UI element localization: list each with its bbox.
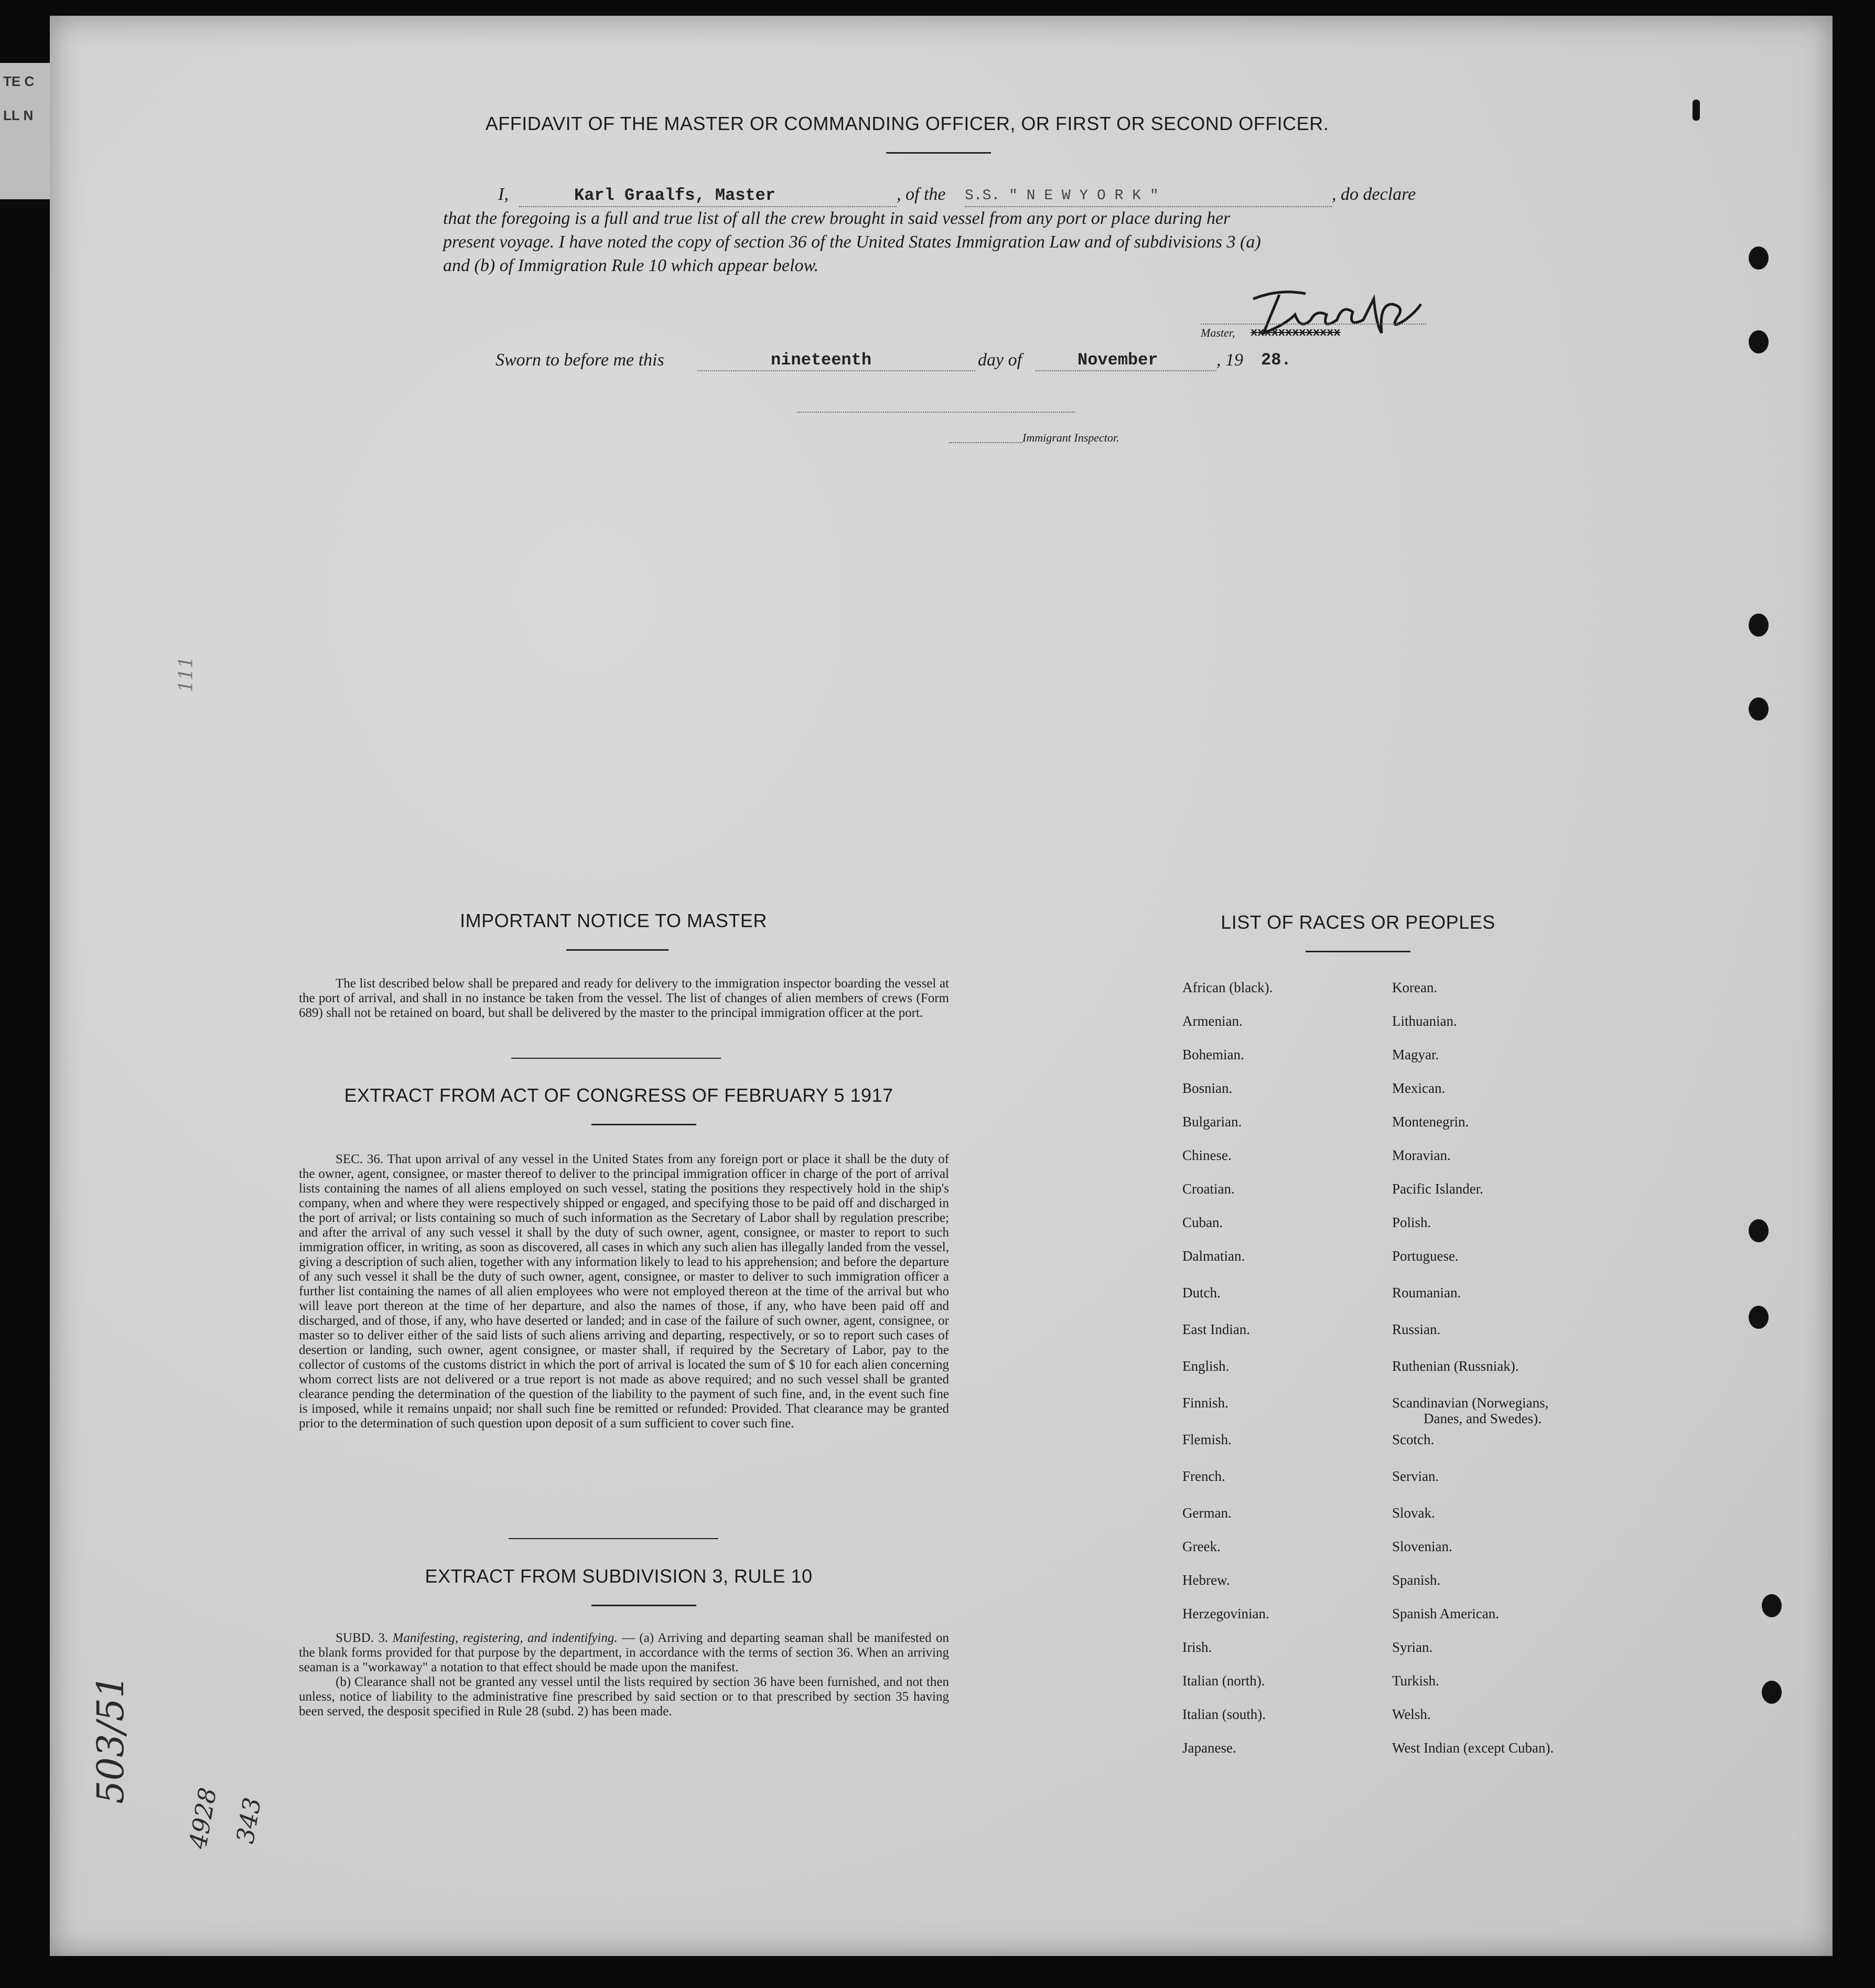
race-item: Chinese.	[1182, 1147, 1232, 1163]
sworn-year-prefix: , 19	[1216, 350, 1243, 370]
binder-hole	[1762, 1681, 1782, 1704]
inspector-sign-line	[797, 412, 1075, 413]
race-item: Russian.	[1392, 1321, 1441, 1337]
race-item: Moravian.	[1392, 1147, 1451, 1163]
heading-rule	[1306, 951, 1410, 952]
race-item: Mexican.	[1392, 1080, 1446, 1096]
race-item: Syrian.	[1392, 1639, 1433, 1655]
race-item: Scotch.	[1392, 1432, 1435, 1447]
master-name: Karl Graalfs, Master	[574, 186, 776, 205]
race-item: Irish.	[1182, 1639, 1212, 1655]
race-item: Korean.	[1392, 980, 1438, 995]
race-item-continuation: Danes, and Swedes).	[1424, 1411, 1542, 1426]
act-extract-text	[299, 1152, 949, 1431]
inspector-label-lead	[949, 442, 1022, 443]
sworn-year: 28.	[1261, 350, 1291, 370]
race-item: Turkish.	[1392, 1673, 1439, 1689]
notice-heading: IMPORTANT NOTICE TO MASTER	[460, 910, 767, 931]
race-item: Italian (south).	[1182, 1706, 1266, 1722]
affidavit-prefix: I,	[498, 185, 509, 204]
rule-paragraph-a	[299, 1631, 949, 1675]
race-item: Welsh.	[1392, 1706, 1431, 1722]
heading-rule	[886, 152, 991, 154]
sworn-prefix: Sworn to before me this	[495, 350, 664, 370]
notice-text	[299, 976, 949, 1020]
race-item: Ruthenian (Russniak).	[1392, 1358, 1519, 1374]
race-item: Italian (north).	[1182, 1673, 1265, 1689]
race-item: Pacific Islander.	[1392, 1181, 1483, 1197]
adjacent-page-edge	[0, 63, 50, 199]
race-item: Slovak.	[1392, 1505, 1435, 1521]
heading-rule	[591, 1124, 696, 1125]
signature-label: Master,	[1201, 326, 1235, 339]
rule-extract-text	[299, 1631, 949, 1719]
binder-hole	[1749, 1219, 1769, 1242]
race-item: East Indian.	[1182, 1321, 1250, 1337]
binder-hole	[1749, 614, 1769, 637]
binder-hole	[1749, 246, 1769, 270]
affidavit-of-the: , of the	[897, 185, 946, 204]
vessel-name: S.S. " N E W Y O R K "	[965, 188, 1159, 204]
race-item: Spanish.	[1392, 1572, 1441, 1588]
binder-hole	[1762, 1594, 1782, 1617]
rule-lead: SUBD. 3.	[336, 1631, 389, 1645]
edge-fragment-1: TE C	[3, 73, 35, 89]
race-item: Spanish American.	[1392, 1606, 1499, 1621]
race-item: Servian.	[1392, 1468, 1439, 1484]
rule-title: Manifesting, registering, and indentifying.	[392, 1631, 618, 1645]
race-item: Armenian.	[1182, 1013, 1243, 1029]
margin-handwriting-3: 343	[231, 1795, 267, 1846]
affidavit-line-1	[498, 185, 509, 205]
race-item: West Indian (except Cuban).	[1392, 1740, 1554, 1756]
race-item: Herzegovinian.	[1182, 1606, 1269, 1621]
affidavit-line-2: that the foregoing is a full and true list of all the crew brought in said vessel from any port or place during her	[443, 209, 1231, 228]
sworn-month: November	[1077, 350, 1158, 370]
vessel-blank	[965, 206, 1332, 207]
race-item: Finnish.	[1182, 1395, 1229, 1411]
name-blank	[519, 206, 897, 207]
race-item: Hebrew.	[1182, 1572, 1230, 1588]
binder-hole	[1749, 330, 1769, 353]
affidavit-declare: , do declare	[1332, 185, 1416, 204]
affidavit-heading: AFFIDAVIT OF THE MASTER OR COMMANDING OFFICER, OR FIRST OR SECOND OFFICER.	[485, 113, 1329, 134]
race-item: Croatian.	[1182, 1181, 1235, 1197]
inspector-label: Immigrant Inspector.	[1022, 431, 1119, 444]
edge-mark	[1693, 100, 1700, 121]
affidavit-line-4: and (b) of Immigration Rule 10 which appear below.	[443, 256, 819, 275]
race-item: Slovenian.	[1392, 1539, 1452, 1554]
notice-paragraph: The list described below shall be prepared and ready for delivery to the immigration inspector boarding the vessel at the port of arrival, and shall in no instance be taken from the vessel. The list of changes of alien members of crews (Form 689) shall not be retained on board, but shall be delivered by the master to the principal immigration officer at the port.	[299, 976, 949, 1020]
race-item: Magyar.	[1392, 1047, 1439, 1062]
signature-line	[1201, 324, 1426, 325]
race-item: Bohemian.	[1182, 1047, 1244, 1062]
edge-fragment-2: LL N	[3, 108, 34, 123]
race-item: French.	[1182, 1468, 1225, 1484]
race-item: Dutch.	[1182, 1285, 1221, 1301]
day-blank	[697, 370, 975, 371]
margin-handwriting-1: 503/51	[89, 1674, 132, 1804]
race-item: Cuban.	[1182, 1215, 1223, 1230]
sworn-day-of: day of	[978, 350, 1022, 370]
race-item: Greek.	[1182, 1539, 1221, 1554]
rule-paragraph-b: (b) Clearance shall not be granted any vessel until the lists required by section 36 have been furnished, and not then unless, notice of liability to the administrative fine prescribed by said section or to that prescribed by section 35 having been served, the desposit specified in Rule 28 (subd. 2) has been made.	[299, 1675, 949, 1718]
heading-rule	[566, 949, 669, 951]
rule-text-a: — (a) Arriving and departing seaman shall be manifested on the blank forms provided for that purpose by the department, in accordance with the terms of section 36. When an arriving seaman is a "workaway" a notation to that effect should be made upon the manifest.	[299, 1631, 949, 1674]
race-item: German.	[1182, 1505, 1232, 1521]
race-item: Roumanian.	[1392, 1285, 1461, 1301]
margin-handwriting-2: 4928	[184, 1785, 222, 1851]
races-heading: LIST OF RACES OR PEOPLES	[1221, 911, 1495, 933]
margin-mark: 111	[176, 656, 197, 692]
month-blank	[1036, 370, 1216, 371]
race-item: Dalmatian.	[1182, 1248, 1245, 1264]
race-item: English.	[1182, 1358, 1230, 1374]
race-item: Bulgarian.	[1182, 1114, 1242, 1130]
section-rule	[509, 1538, 718, 1539]
act-paragraph: SEC. 36. That upon arrival of any vessel in the United States from any foreign port or place it shall be the duty of the owner, agent, consignee, or master thereof to deliver to the principal immigration officer in charge of the port of arrival lists containing the names of all aliens employed on such vessel, stating the positions they respectively hold in the ship's company, when and where they were respectively shipped or engaged, and specifying those to be paid off and discharged in the port of arrival; or lists containing so much of such information as the Secretary of Labor shall by regulation prescribe; and after the arrival of any such vessel it shall by the duty of such owner, agent, consignee, or master to report to such immigration officer, in writing, as soon as discovered, all cases in which any such alien has illegally landed from the vessel, giving a description of such alien, together with any information likely to lead to his apprehension; and before the departure of any such vessel it shall be the duty of such owner, agent, consignee, or master to deliver to such immigration officer a further list containing the names of all alien employees who were not employed thereon at the time of the arrival but who will leave port thereon at the time of her departure, and also the names of those, if any, who have been paid off and discharged, and of those, if any, who have deserted or landed; and in case of the failure of such owner, agent, consignee, or master so to deliver either of the said lists of such aliens arriving and departing, respectively, or so to report such cases of desertion or landing, such owner, agent consignee, or master shall, if required by the Secretary of Labor, pay to the collector of customs of the customs district in which the port of arrival is located the sum of $ 10 for each alien concerning whom correct lists are not delivered or a true report is not made as above required; and no such vessel shall be granted clearance pending the determination of the question of the liability to the payment of such fine, and, in the event such fine is imposed, while it remains unpaid; nor shall such fine be remitted or refunded: Provided. That clearance may be granted prior to the determination of such question upon deposit of a sum sufficient to cover such fine.	[299, 1152, 949, 1431]
rule-extract-heading: EXTRACT FROM SUBDIVISION 3, RULE 10	[425, 1565, 813, 1587]
race-item: African (black).	[1182, 980, 1273, 995]
act-extract-heading: EXTRACT FROM ACT OF CONGRESS OF FEBRUARY 5 1917	[344, 1084, 893, 1106]
section-rule	[511, 1058, 721, 1059]
struck-title: xxxxxxxxxxxxx	[1251, 326, 1341, 339]
heading-rule	[591, 1605, 696, 1606]
race-item: Japanese.	[1182, 1740, 1236, 1756]
race-item: Bosnian.	[1182, 1080, 1233, 1096]
affidavit-line-3: present voyage. I have noted the copy of section 36 of the United States Immigration Law and of subdivisions 3 (a)	[443, 232, 1261, 252]
race-item: Montenegrin.	[1392, 1114, 1469, 1130]
race-item: Flemish.	[1182, 1432, 1232, 1447]
race-item: Scandinavian (Norwegians,	[1392, 1395, 1549, 1411]
race-item: Polish.	[1392, 1215, 1431, 1230]
race-item: Portuguese.	[1392, 1248, 1459, 1264]
binder-hole	[1749, 697, 1769, 721]
race-item: Lithuanian.	[1392, 1013, 1457, 1029]
binder-hole	[1749, 1306, 1769, 1329]
sworn-day: nineteenth	[771, 350, 872, 370]
